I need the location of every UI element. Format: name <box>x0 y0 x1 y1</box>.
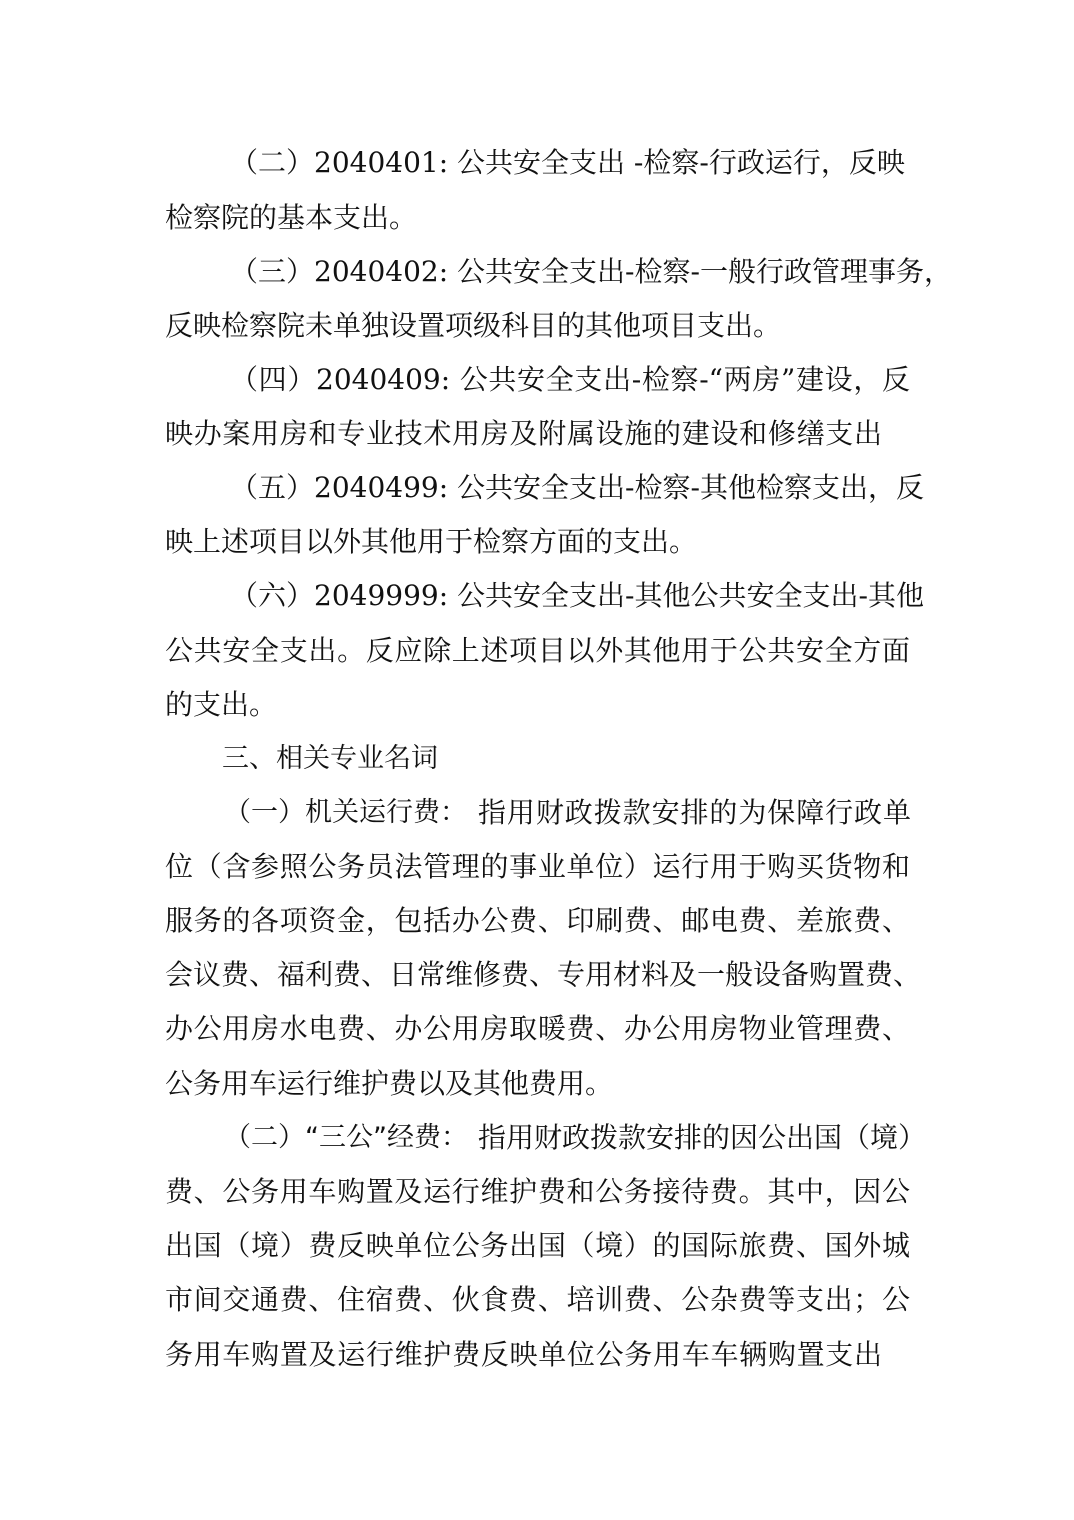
paragraph-3-line-2: 反映检察院未单独设置项级科目的其他项目支出。 <box>165 309 782 342</box>
paragraph-6-line-3: 的支出。 <box>165 688 278 721</box>
paragraph-5-line-2: 映上述项目以外其他用于检察方面的支出。 <box>165 525 698 558</box>
term-definition-line-3: 服务的各项资金，包括办公费、印刷费、邮电费、差旅费、 <box>165 904 910 937</box>
term-label-three-public: （二）“三公”经费： <box>224 1122 468 1153</box>
paragraph-4-line-1: （四）2040409: 公共安全支出-检察-“两房”建设，反 <box>230 363 910 396</box>
term-label-operating-cost: （一）机关运行费： <box>224 797 467 828</box>
paragraph-4-line-2: 映办案用房和专业技术用房及附属设施的建设和修缮支出 <box>165 417 882 450</box>
paragraph-6-line-2: 公共安全支出。反应除上述项目以外其他用于公共安全方面 <box>165 634 910 667</box>
section-heading: 三、相关专业名词 <box>222 743 438 774</box>
paragraph-3-line-1: （三）2040402: 公共安全支出-检察-一般行政管理事务， <box>230 255 952 288</box>
term-definition-2-line-1: 指用财政拨款安排的因公出国（境） <box>478 1121 927 1154</box>
term-definition-2-line-4: 市间交通费、住宿费、伙食费、培训费、公杂费等支出；公 <box>165 1283 910 1316</box>
paragraph-6-line-1: （六）2049999: 公共安全支出-其他公共安全支出-其他 <box>230 579 924 612</box>
paragraph-2-line-1: （二）2040401: 公共安全支出 -检察-行政运行，反映 <box>230 146 905 179</box>
term-definition-line-1: 指用财政拨款安排的为保障行政单 <box>478 796 911 829</box>
term-definition-2-line-2: 费、公务用车购置及运行维护费和公务接待费。其中，因公 <box>165 1175 910 1208</box>
term-definition-line-4: 会议费、福利费、日常维修费、专用材料及一般设备购置费、 <box>165 958 922 991</box>
paragraph-2-line-2: 检察院的基本支出。 <box>165 201 418 234</box>
term-definition-line-2: 位（含参照公务员法管理的事业单位）运行用于购买货物和 <box>165 850 910 883</box>
paragraph-5-line-1: （五）2040499: 公共安全支出-检察-其他检察支出，反 <box>230 471 924 504</box>
term-definition-line-6: 公务用车运行维护费以及其他费用。 <box>165 1067 614 1100</box>
term-definition-line-5: 办公用房水电费、办公用房取暖费、办公用房物业管理费、 <box>165 1012 910 1045</box>
term-definition-2-line-3: 出国（境）费反映单位公务出国（境）的国际旅费、国外城 <box>165 1229 910 1262</box>
term-definition-2-line-5: 务用车购置及运行维护费反映单位公务用车车辆购置支出 <box>165 1338 882 1371</box>
